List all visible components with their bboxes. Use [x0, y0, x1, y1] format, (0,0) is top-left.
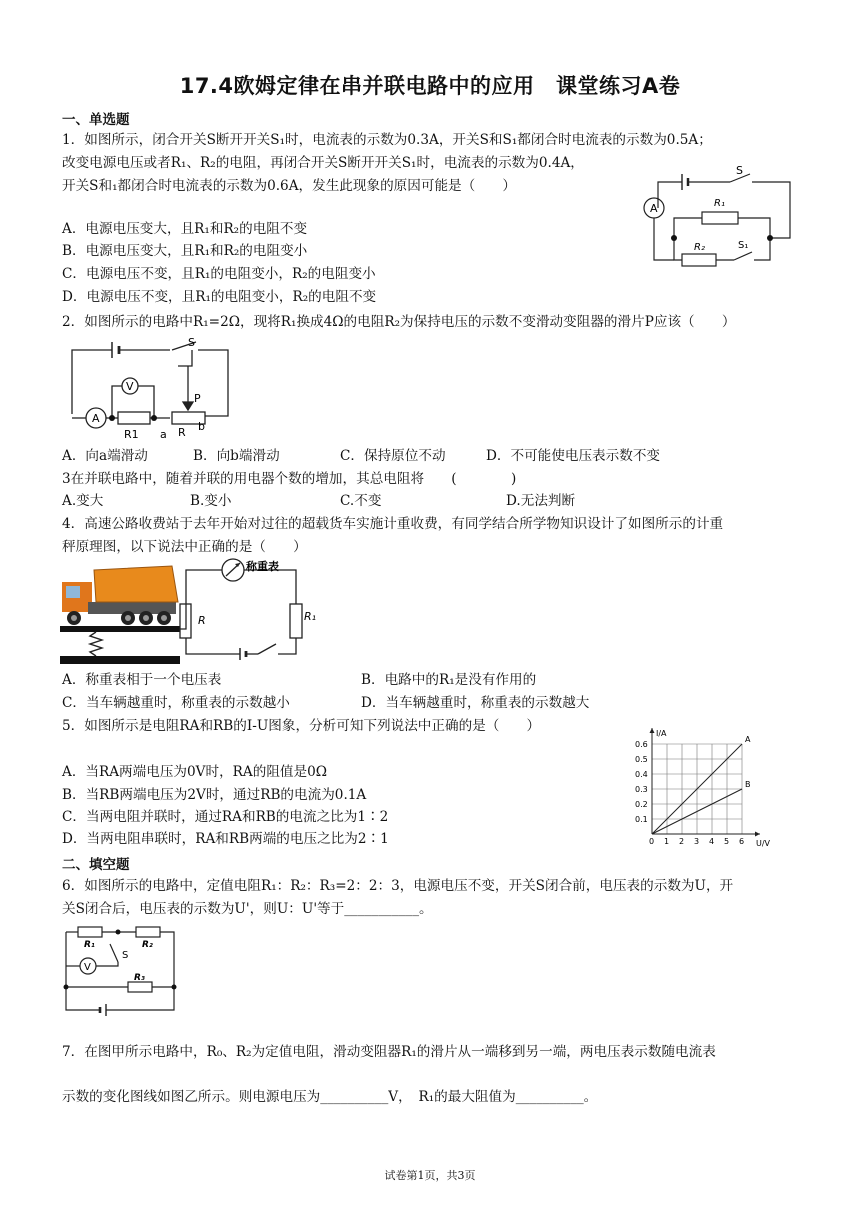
q5-option-d: D．当两电阻串联时，RA和RB两端的电压之比为2∶1 — [62, 831, 389, 847]
q2-s-label: S — [188, 336, 195, 349]
q6-voltmeter-label: V — [84, 962, 91, 973]
page-title: 17.4欧姆定律在串并联电路中的应用 课堂练习A卷 — [179, 74, 681, 98]
q4-weighing-circuit — [60, 558, 340, 666]
q4-r-label: R — [198, 614, 206, 627]
q3-option-c: C.不变 — [340, 493, 382, 509]
q3-option-a: A.变大 — [62, 493, 104, 509]
q4-option-b: B．电路中的R₁是没有作用的 — [361, 672, 537, 688]
q5-line1: 5．如图所示是电阻RA和RB的I-U图象，分析可知下列说法中正确的是（ ） — [62, 718, 541, 734]
q6-r3-label: R₃ — [134, 973, 145, 983]
q2-b-end-label: b — [198, 420, 205, 433]
q6-s-label: S — [122, 950, 129, 961]
q6-line1: 6．如图所示的电路中，定值电阻R₁：R₂：R₃=2：2：3，电源电压不变，开关S闭合前，电压表的示数为U，开 — [62, 878, 734, 894]
q1-option-b: B．电源电压变大，且R₁和R₂的电阻变小 — [62, 243, 308, 259]
q4-line1: 4．高速公路收费站于去年开始对过往的超载货车实施计重收费，有同学结合所学物知识设计了如图所示的计重 — [62, 516, 724, 532]
q1-option-d: D．电源电压不变，且R₁的电阻变小，R₂的电阻不变 — [62, 289, 377, 305]
x-tick-label: 2 — [679, 837, 685, 846]
q4-r1-label: R₁ — [304, 610, 317, 623]
q5-option-c: C．当两电阻并联时，通过RA和RB的电流之比为1∶2 — [62, 809, 389, 825]
q6-circuit-diagram — [62, 922, 182, 1016]
q1-r1-label: R₁ — [714, 198, 725, 209]
series-label-B: B — [745, 780, 751, 789]
q4-option-a: A．称重表相于一个电压表 — [62, 672, 222, 688]
x-tick-label: 4 — [709, 837, 715, 846]
q1-line3: 开关S和₁都闭合时电流表的示数为0.6A，发生此现象的原因可能是（ ） — [62, 178, 517, 194]
q4-meter-label: 称重表 — [246, 560, 279, 573]
q2-r1-label: R1 — [124, 428, 139, 441]
q2-p-label: P — [194, 392, 201, 405]
y-axis-arrow — [650, 728, 655, 733]
q5-option-a: A．当RA两端电压为0V时，RA的阻值是0Ω — [62, 764, 328, 780]
q3-line1: 3在并联电路中，随着并联的用电器个数的增加，其总电阻将 ( ) — [62, 471, 517, 487]
y-tick-label: 0.5 — [635, 755, 648, 764]
q5-iu-chart — [630, 722, 780, 848]
q3-option-b: B.变小 — [190, 493, 232, 509]
q2-a-end-label: a — [160, 428, 167, 441]
x-axis-label: U/V — [756, 839, 771, 848]
y-tick-label: 0.2 — [635, 800, 648, 809]
q1-s-label: S — [736, 164, 743, 177]
q2-ammeter-label: A — [92, 412, 100, 425]
y-tick-label: 0.1 — [635, 815, 648, 824]
q7-line2: 示数的变化图线如图乙所示。则电源电压为__________V， R₁的最大阻值为__________。 — [62, 1089, 598, 1105]
q7-line1: 7．在图甲所示电路中，R₀、R₂为定值电阻，滑动变阻器R₁的滑片从一端移到另一端，两电压表示数随电流表 — [62, 1044, 716, 1060]
x-tick-label: 1 — [664, 837, 670, 846]
q1-option-c: C．电源电压不变，且R₁的电阻变小，R₂的电阻变小 — [62, 266, 376, 282]
q2-r-label: R — [178, 426, 186, 439]
q2-voltmeter-label: V — [126, 380, 134, 393]
q2-circuit-diagram — [62, 336, 238, 444]
x-tick-label: 3 — [694, 837, 700, 846]
q1-s1-label: S₁ — [738, 240, 749, 251]
y-tick-label: 0.3 — [635, 785, 648, 794]
section-single-choice: 一、单选题 — [62, 112, 130, 128]
y-axis-label: I/A — [656, 729, 667, 738]
series-label-A: A — [745, 735, 751, 744]
q4-line2: 秤原理图，以下说法中正确的是（ ） — [62, 539, 307, 555]
truck-icon — [62, 566, 178, 625]
q3-option-d: D.无法判断 — [506, 493, 576, 509]
q4-option-c: C．当车辆越重时，称重表的示数越小 — [62, 695, 290, 711]
x-tick-label: 5 — [724, 837, 730, 846]
page-footer: 试卷第1页，共3页 — [384, 1169, 476, 1182]
q2-option-a: A．向a端滑动 — [62, 448, 148, 464]
section-fill-blank: 二、填空题 — [62, 857, 130, 873]
q2-option-d: D．不可能使电压表示数不变 — [486, 448, 661, 464]
q1-ammeter-label: A — [650, 202, 658, 215]
q1-option-a: A．电源电压变大，且R₁和R₂的电阻不变 — [62, 221, 308, 237]
y-tick-label: 0.4 — [635, 770, 648, 779]
q6-line2: 关S闭合后，电压表的示数为U'，则U：U'等于___________。 — [62, 901, 433, 917]
y-tick-label: 0.6 — [635, 740, 648, 749]
q2-line1: 2．如图所示的电路中R₁=2Ω，现将R₁换成4Ω的电阻R₂为保持电压的示数不变滑动变阻器的滑片P应该（ ） — [62, 314, 736, 330]
q1-line2: 改变电源电压或者R₁、R₂的电阻，再闭合开关S断开开关S₁时，电流表的示数为0.4A， — [62, 155, 584, 171]
x-axis-arrow — [755, 832, 760, 837]
q1-r2-label: R₂ — [694, 242, 705, 253]
x-tick-label: 0 — [649, 837, 655, 846]
q6-r2-label: R₂ — [142, 940, 153, 950]
q4-option-d: D．当车辆越重时，称重表的示数越大 — [361, 695, 590, 711]
x-tick-label: 6 — [739, 837, 745, 846]
q2-option-b: B．向b端滑动 — [193, 448, 280, 464]
q6-r1-label: R₁ — [84, 940, 95, 950]
q5-option-b: B．当RB两端电压为2V时，通过RB的电流为0.1A — [62, 787, 367, 803]
q2-option-c: C．保持原位不动 — [340, 448, 446, 464]
q1-circuit-diagram — [638, 160, 798, 270]
q1-line1: 1．如图所示，闭合开关S断开开关S₁时，电流表的示数为0.3A，开关S和S₁都闭合时电流表的示数为0.5A； — [62, 132, 712, 148]
